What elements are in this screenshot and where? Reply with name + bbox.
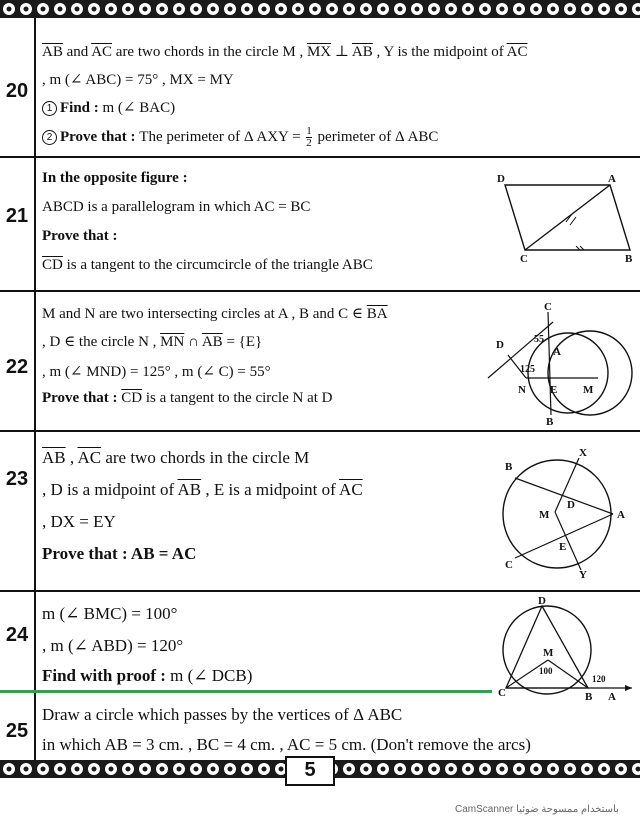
fig22-angle-55: 55 — [534, 334, 544, 345]
border-rosette-center — [109, 767, 114, 772]
fig22-angle-125: 125 — [520, 364, 535, 375]
q25-line-2: in which AB = 3 cm. , BC = 4 cm. , AC = 5 cm. (Don't remove the arcs) — [42, 735, 531, 754]
border-rosette-center — [58, 767, 63, 772]
border-rosette-center — [619, 767, 624, 772]
border-rosette-center — [143, 767, 148, 772]
fig22-label-A: A — [553, 346, 561, 358]
q22-line-3: , m (∠ MND) = 125° , m (∠ C) = 55° — [42, 364, 271, 380]
border-rosette-center — [415, 7, 420, 12]
border-rosette-center — [551, 767, 556, 772]
divider-20-21 — [0, 156, 640, 158]
page-number: 5 — [285, 756, 335, 786]
fig24-label-D: D — [538, 595, 546, 607]
border-rosette-center — [228, 7, 233, 12]
border-rosette-center — [211, 767, 216, 772]
fig21-label-A: A — [608, 173, 616, 185]
q21-line-4: $\overline{CD}$ is a tangent to the circumcircle of the triangle ABC — [42, 257, 373, 273]
border-rosette-center — [177, 7, 182, 12]
q24-line-2: , m (∠ ABD) = 120° — [42, 636, 184, 655]
border-rosette-center — [177, 767, 182, 772]
border-rosette-center — [92, 767, 97, 772]
fig22-label-C: C — [544, 301, 552, 313]
q23-line-4: Prove that : AB = AC — [42, 544, 197, 563]
border-rosette-center — [517, 7, 522, 12]
q23-line-2: , D is a midpoint of $\overline{AB}$ , E is a midpoint of $\overline{AC}$ — [42, 480, 363, 499]
border-rosette-center — [432, 767, 437, 772]
q24-line-3: Find with proof : m (∠ DCB) — [42, 666, 253, 685]
fig24-label-B: B — [585, 691, 593, 702]
parallelogram-figure — [480, 170, 635, 265]
border-rosette-center — [194, 767, 199, 772]
divider-24-25 — [0, 690, 492, 693]
border-rosette-center — [551, 7, 556, 12]
q21-line-1: In the opposite figure : — [42, 170, 188, 186]
border-rosette-center — [7, 767, 12, 772]
border-rosette-center — [279, 7, 284, 12]
q21-line-2: ABCD is a parallelogram in which AC = BC — [42, 199, 311, 215]
border-rosette-center — [347, 767, 352, 772]
border-rosette-center — [568, 7, 573, 12]
border-rosette-center — [534, 7, 539, 12]
fig21-label-B: B — [625, 253, 633, 265]
fig23-label-C: C — [505, 559, 513, 571]
q20-line-1: $\overline{AB}$ and $\overline{AC}$ are two chords in the circle M , $\overline{MX}$ ⊥ $\overline{AB}$ , Y is the midpoint of $\overline{AC}$ — [42, 44, 528, 60]
border-rosette-center — [109, 7, 114, 12]
border-rosette-center — [398, 767, 403, 772]
fig23-label-D: D — [567, 499, 575, 511]
divider-21-22 — [0, 290, 640, 292]
border-rosette-center — [245, 7, 250, 12]
border-rosette-center — [126, 767, 131, 772]
border-rosette-center — [619, 7, 624, 12]
border-rosette-center — [585, 767, 590, 772]
border-rosette-center — [398, 7, 403, 12]
border-rosette-center — [466, 767, 471, 772]
border-rosette-center — [364, 767, 369, 772]
border-rosette-center — [160, 7, 165, 12]
fraction-half: $\frac{1}{2}$ — [306, 125, 312, 149]
fig23-label-E: E — [559, 541, 567, 553]
question-number-21: 21 — [5, 205, 29, 227]
border-rosette-center — [602, 7, 607, 12]
q23-line-3: , DX = EY — [42, 512, 116, 531]
q21-line-3: Prove that : — [42, 228, 118, 244]
fig23-label-M: M — [539, 509, 550, 521]
question-number-24: 24 — [5, 624, 29, 646]
border-rosette-center — [7, 7, 12, 12]
top-border — [0, 0, 640, 18]
border-rosette-center — [381, 7, 386, 12]
border-rosette-center — [500, 767, 505, 772]
border-rosette-center — [24, 767, 29, 772]
border-rosette-center — [517, 767, 522, 772]
border-rosette-center — [313, 7, 318, 12]
fig24-label-C: C — [498, 687, 506, 699]
question-number-25: 25 — [5, 720, 29, 742]
fig24-label-A: A — [608, 691, 616, 702]
border-rosette-center — [568, 767, 573, 772]
border-rosette-center — [432, 7, 437, 12]
border-rosette-center — [534, 767, 539, 772]
border-rosette-center — [228, 767, 233, 772]
border-rosette-center — [279, 767, 284, 772]
border-rosette-center — [262, 767, 267, 772]
q20-line-2: , m (∠ ABC) = 75° , MX = MY — [42, 72, 234, 88]
fig21-label-C: C — [520, 253, 528, 265]
fig24-angle-100: 100 — [539, 666, 553, 676]
border-rosette-center — [415, 767, 420, 772]
q22-line-1: M and N are two intersecting circles at A , B and C ∈ $\overline{BA}$ — [42, 306, 388, 322]
fig23-label-B: B — [505, 461, 513, 473]
fig23-label-Y: Y — [579, 569, 587, 580]
border-rosette-center — [75, 7, 80, 12]
border-rosette-center — [500, 7, 505, 12]
left-frame-line — [34, 18, 36, 760]
divider-23-24 — [0, 590, 640, 592]
border-rosette-center — [160, 767, 165, 772]
border-rosette-center — [483, 767, 488, 772]
border-rosette-center — [381, 767, 386, 772]
border-rosette-center — [483, 7, 488, 12]
border-rosette-center — [41, 767, 46, 772]
border-rosette-center — [126, 7, 131, 12]
fig23-label-X: X — [579, 447, 587, 459]
border-rosette-center — [75, 767, 80, 772]
q20-line-4: 2 Prove that : The perimeter of Δ AXY = $\frac{1}{2}$ perimeter of Δ ABC — [42, 126, 438, 149]
fig22-label-B: B — [546, 416, 554, 428]
q23-line-1: $\overline{AB}$ , $\overline{AC}$ are two chords in the circle M — [42, 448, 310, 467]
border-rosette-center — [364, 7, 369, 12]
border-rosette-center — [143, 7, 148, 12]
q24-line-1: m (∠ BMC) = 100° — [42, 604, 178, 623]
question-number-23: 23 — [5, 468, 29, 490]
intersecting-circles-figure — [478, 300, 638, 428]
border-rosette-center — [262, 7, 267, 12]
inscribed-triangle-figure — [492, 594, 637, 702]
border-rosette-center — [449, 7, 454, 12]
q20-line-3: 1 Find : m (∠ BAC) — [42, 98, 175, 117]
border-rosette-center — [585, 7, 590, 12]
q22-line-2: , D ∈ the circle N , $\overline{MN}$ ∩ $\overline{AB} = \{E\}$ — [42, 334, 263, 350]
fig21-label-D: D — [497, 173, 505, 185]
border-rosette-center — [330, 7, 335, 12]
question-number-22: 22 — [5, 356, 29, 378]
circle-chords-figure — [495, 440, 635, 580]
border-rosette-center — [211, 7, 216, 12]
border-rosette-center — [245, 767, 250, 772]
border-rosette-center — [449, 767, 454, 772]
fig22-label-M: M — [583, 384, 594, 396]
border-rosette-center — [347, 7, 352, 12]
fig22-label-N: N — [518, 384, 526, 396]
border-rosette-center — [24, 7, 29, 12]
divider-22-23 — [0, 430, 640, 432]
q22-line-4: Prove that : $\overline{CD}$ is a tangent to the circle N at D — [42, 390, 333, 406]
border-rosette-center — [92, 7, 97, 12]
fig22-label-D: D — [496, 339, 504, 351]
fig24-label-M: M — [543, 647, 554, 659]
border-rosette-center — [41, 7, 46, 12]
border-rosette-center — [602, 767, 607, 772]
fig24-angle-120: 120 — [592, 674, 606, 684]
border-rosette-center — [296, 7, 301, 12]
border-rosette-center — [194, 7, 199, 12]
border-rosette-center — [58, 7, 63, 12]
q25-line-1: Draw a circle which passes by the vertices of Δ ABC — [42, 705, 403, 724]
scanner-watermark: CamScanner باستخدام ممسوحة ضوئيا — [455, 804, 619, 815]
fig22-label-E: E — [550, 384, 558, 396]
question-number-20: 20 — [5, 80, 29, 102]
border-rosette-center — [466, 7, 471, 12]
fig23-label-A: A — [617, 509, 625, 521]
